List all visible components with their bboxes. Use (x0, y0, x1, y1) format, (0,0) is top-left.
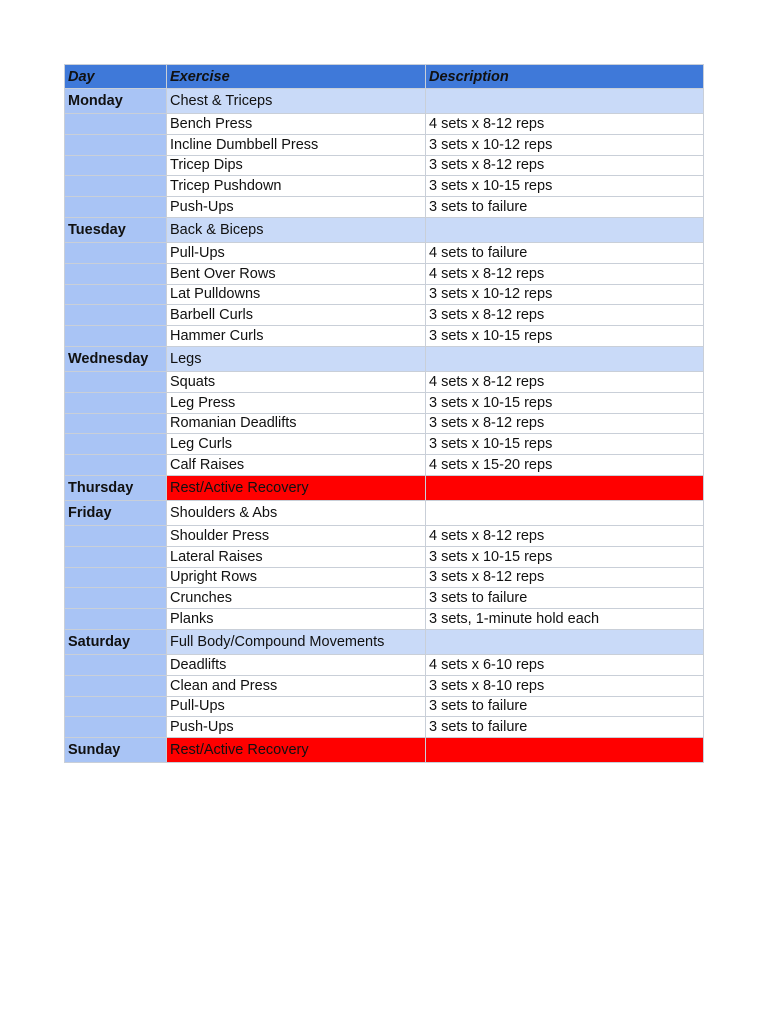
exercise-description-cell[interactable]: 3 sets x 10-15 reps (426, 434, 704, 455)
exercise-description-cell[interactable]: 3 sets x 10-15 reps (426, 326, 704, 347)
exercise-name-cell[interactable]: Barbell Curls (167, 305, 426, 326)
exercise-name-cell[interactable]: Push-Ups (167, 197, 426, 218)
exercise-name-cell[interactable]: Calf Raises (167, 455, 426, 476)
day-group-row (65, 217, 704, 242)
exercise-row (65, 242, 704, 263)
empty-day-cell[interactable] (65, 717, 167, 738)
exercise-row (65, 675, 704, 696)
exercise-description-cell[interactable]: 4 sets x 15-20 reps (426, 455, 704, 476)
exercise-name-cell[interactable]: Squats (167, 371, 426, 392)
exercise-row (65, 567, 704, 588)
exercise-row (65, 413, 704, 434)
exercise-description-cell[interactable]: 3 sets, 1-minute hold each (426, 609, 704, 630)
empty-day-cell[interactable] (65, 675, 167, 696)
rest-day-row (65, 738, 704, 763)
workout-schedule-table (64, 64, 704, 763)
empty-day-cell[interactable] (65, 696, 167, 717)
exercise-description-cell[interactable]: 3 sets x 10-15 reps (426, 546, 704, 567)
exercise-row (65, 609, 704, 630)
exercise-row (65, 546, 704, 567)
muscle-group-cell[interactable]: Full Body/Compound Movements (167, 629, 426, 654)
day-cell[interactable]: Friday (65, 500, 167, 525)
empty-day-cell[interactable] (65, 197, 167, 218)
exercise-description-cell[interactable]: 3 sets to failure (426, 696, 704, 717)
exercise-name-cell[interactable]: Leg Press (167, 392, 426, 413)
exercise-name-cell[interactable]: Tricep Pushdown (167, 176, 426, 197)
day-cell[interactable]: Thursday (65, 475, 167, 500)
empty-day-cell[interactable] (65, 654, 167, 675)
empty-day-cell[interactable] (65, 434, 167, 455)
exercise-description-cell[interactable]: 4 sets x 8-12 reps (426, 371, 704, 392)
empty-description-cell[interactable] (426, 629, 704, 654)
empty-day-cell[interactable] (65, 413, 167, 434)
exercise-row (65, 197, 704, 218)
empty-day-cell[interactable] (65, 155, 167, 176)
exercise-name-cell[interactable]: Incline Dumbbell Press (167, 134, 426, 155)
exercise-name-cell[interactable]: Crunches (167, 588, 426, 609)
empty-day-cell[interactable] (65, 263, 167, 284)
exercise-name-cell[interactable]: Leg Curls (167, 434, 426, 455)
header-row (65, 65, 704, 89)
exercise-name-cell[interactable]: Clean and Press (167, 675, 426, 696)
exercise-name-cell[interactable]: Lat Pulldowns (167, 284, 426, 305)
exercise-name-cell[interactable]: Shoulder Press (167, 525, 426, 546)
day-cell[interactable]: Tuesday (65, 217, 167, 242)
exercise-name-cell[interactable]: Upright Rows (167, 567, 426, 588)
exercise-name-cell[interactable]: Deadlifts (167, 654, 426, 675)
exercise-description-cell[interactable]: 4 sets x 8-12 reps (426, 114, 704, 135)
empty-day-cell[interactable] (65, 546, 167, 567)
empty-day-cell[interactable] (65, 455, 167, 476)
schedule-body (65, 89, 704, 763)
empty-day-cell[interactable] (65, 326, 167, 347)
empty-day-cell[interactable] (65, 392, 167, 413)
exercise-name-cell[interactable]: Romanian Deadlifts (167, 413, 426, 434)
day-cell[interactable]: Monday (65, 89, 167, 114)
exercise-name-cell[interactable]: Pull-Ups (167, 696, 426, 717)
day-group-row (65, 346, 704, 371)
exercise-row (65, 455, 704, 476)
exercise-row (65, 371, 704, 392)
exercise-row (65, 434, 704, 455)
day-cell[interactable]: Saturday (65, 629, 167, 654)
exercise-row (65, 326, 704, 347)
empty-description-cell[interactable] (426, 89, 704, 114)
rest-day-row (65, 475, 704, 500)
day-group-row (65, 89, 704, 114)
exercise-row (65, 284, 704, 305)
empty-day-cell[interactable] (65, 284, 167, 305)
exercise-name-cell[interactable]: Lateral Raises (167, 546, 426, 567)
exercise-row (65, 155, 704, 176)
exercise-row (65, 525, 704, 546)
exercise-row (65, 263, 704, 284)
exercise-description-cell[interactable]: 3 sets x 8-12 reps (426, 305, 704, 326)
empty-day-cell[interactable] (65, 609, 167, 630)
exercise-name-cell[interactable]: Push-Ups (167, 717, 426, 738)
empty-day-cell[interactable] (65, 114, 167, 135)
exercise-name-cell[interactable]: Hammer Curls (167, 326, 426, 347)
rest-label-cell[interactable]: Rest/Active Recovery (167, 475, 426, 500)
empty-day-cell[interactable] (65, 525, 167, 546)
empty-day-cell[interactable] (65, 567, 167, 588)
exercise-description-cell[interactable]: 3 sets x 8-12 reps (426, 567, 704, 588)
exercise-name-cell[interactable]: Planks (167, 609, 426, 630)
exercise-row (65, 717, 704, 738)
muscle-group-cell[interactable]: Back & Biceps (167, 217, 426, 242)
exercise-description-cell[interactable]: 3 sets to failure (426, 588, 704, 609)
exercise-row (65, 305, 704, 326)
empty-day-cell[interactable] (65, 305, 167, 326)
exercise-row (65, 176, 704, 197)
exercise-row (65, 392, 704, 413)
day-cell[interactable]: Sunday (65, 738, 167, 763)
exercise-description-cell[interactable]: 4 sets to failure (426, 242, 704, 263)
header-day[interactable]: Day (65, 65, 167, 89)
empty-description-cell[interactable] (426, 346, 704, 371)
empty-description-cell[interactable] (426, 217, 704, 242)
empty-day-cell[interactable] (65, 242, 167, 263)
empty-description-cell[interactable] (426, 475, 704, 500)
exercise-description-cell[interactable]: 3 sets x 10-15 reps (426, 392, 704, 413)
empty-description-cell[interactable] (426, 738, 704, 763)
exercise-name-cell[interactable]: Tricep Dips (167, 155, 426, 176)
exercise-description-cell[interactable]: 4 sets x 8-12 reps (426, 263, 704, 284)
exercise-description-cell[interactable]: 4 sets x 8-12 reps (426, 525, 704, 546)
muscle-group-cell[interactable]: Shoulders & Abs (167, 500, 426, 525)
exercise-description-cell[interactable]: 3 sets x 10-12 reps (426, 134, 704, 155)
empty-day-cell[interactable] (65, 371, 167, 392)
day-cell[interactable]: Wednesday (65, 346, 167, 371)
exercise-description-cell[interactable]: 3 sets x 8-12 reps (426, 413, 704, 434)
empty-day-cell[interactable] (65, 588, 167, 609)
exercise-row (65, 114, 704, 135)
exercise-description-cell[interactable]: 3 sets x 10-12 reps (426, 284, 704, 305)
muscle-group-cell[interactable]: Legs (167, 346, 426, 371)
exercise-row (65, 696, 704, 717)
header-description[interactable]: Description (426, 65, 704, 89)
exercise-description-cell[interactable]: 3 sets x 8-10 reps (426, 675, 704, 696)
header-exercise[interactable]: Exercise (167, 65, 426, 89)
day-group-row (65, 500, 704, 525)
exercise-description-cell[interactable]: 3 sets to failure (426, 717, 704, 738)
exercise-description-cell[interactable]: 4 sets x 6-10 reps (426, 654, 704, 675)
exercise-row (65, 588, 704, 609)
exercise-name-cell[interactable]: Pull-Ups (167, 242, 426, 263)
empty-description-cell[interactable] (426, 500, 704, 525)
exercise-row (65, 654, 704, 675)
empty-day-cell[interactable] (65, 134, 167, 155)
day-group-row (65, 629, 704, 654)
muscle-group-cell[interactable]: Chest & Triceps (167, 89, 426, 114)
exercise-description-cell[interactable]: 3 sets x 10-15 reps (426, 176, 704, 197)
exercise-name-cell[interactable]: Bench Press (167, 114, 426, 135)
exercise-row (65, 134, 704, 155)
rest-label-cell[interactable]: Rest/Active Recovery (167, 738, 426, 763)
exercise-name-cell[interactable]: Bent Over Rows (167, 263, 426, 284)
exercise-description-cell[interactable]: 3 sets to failure (426, 197, 704, 218)
exercise-description-cell[interactable]: 3 sets x 8-12 reps (426, 155, 704, 176)
empty-day-cell[interactable] (65, 176, 167, 197)
